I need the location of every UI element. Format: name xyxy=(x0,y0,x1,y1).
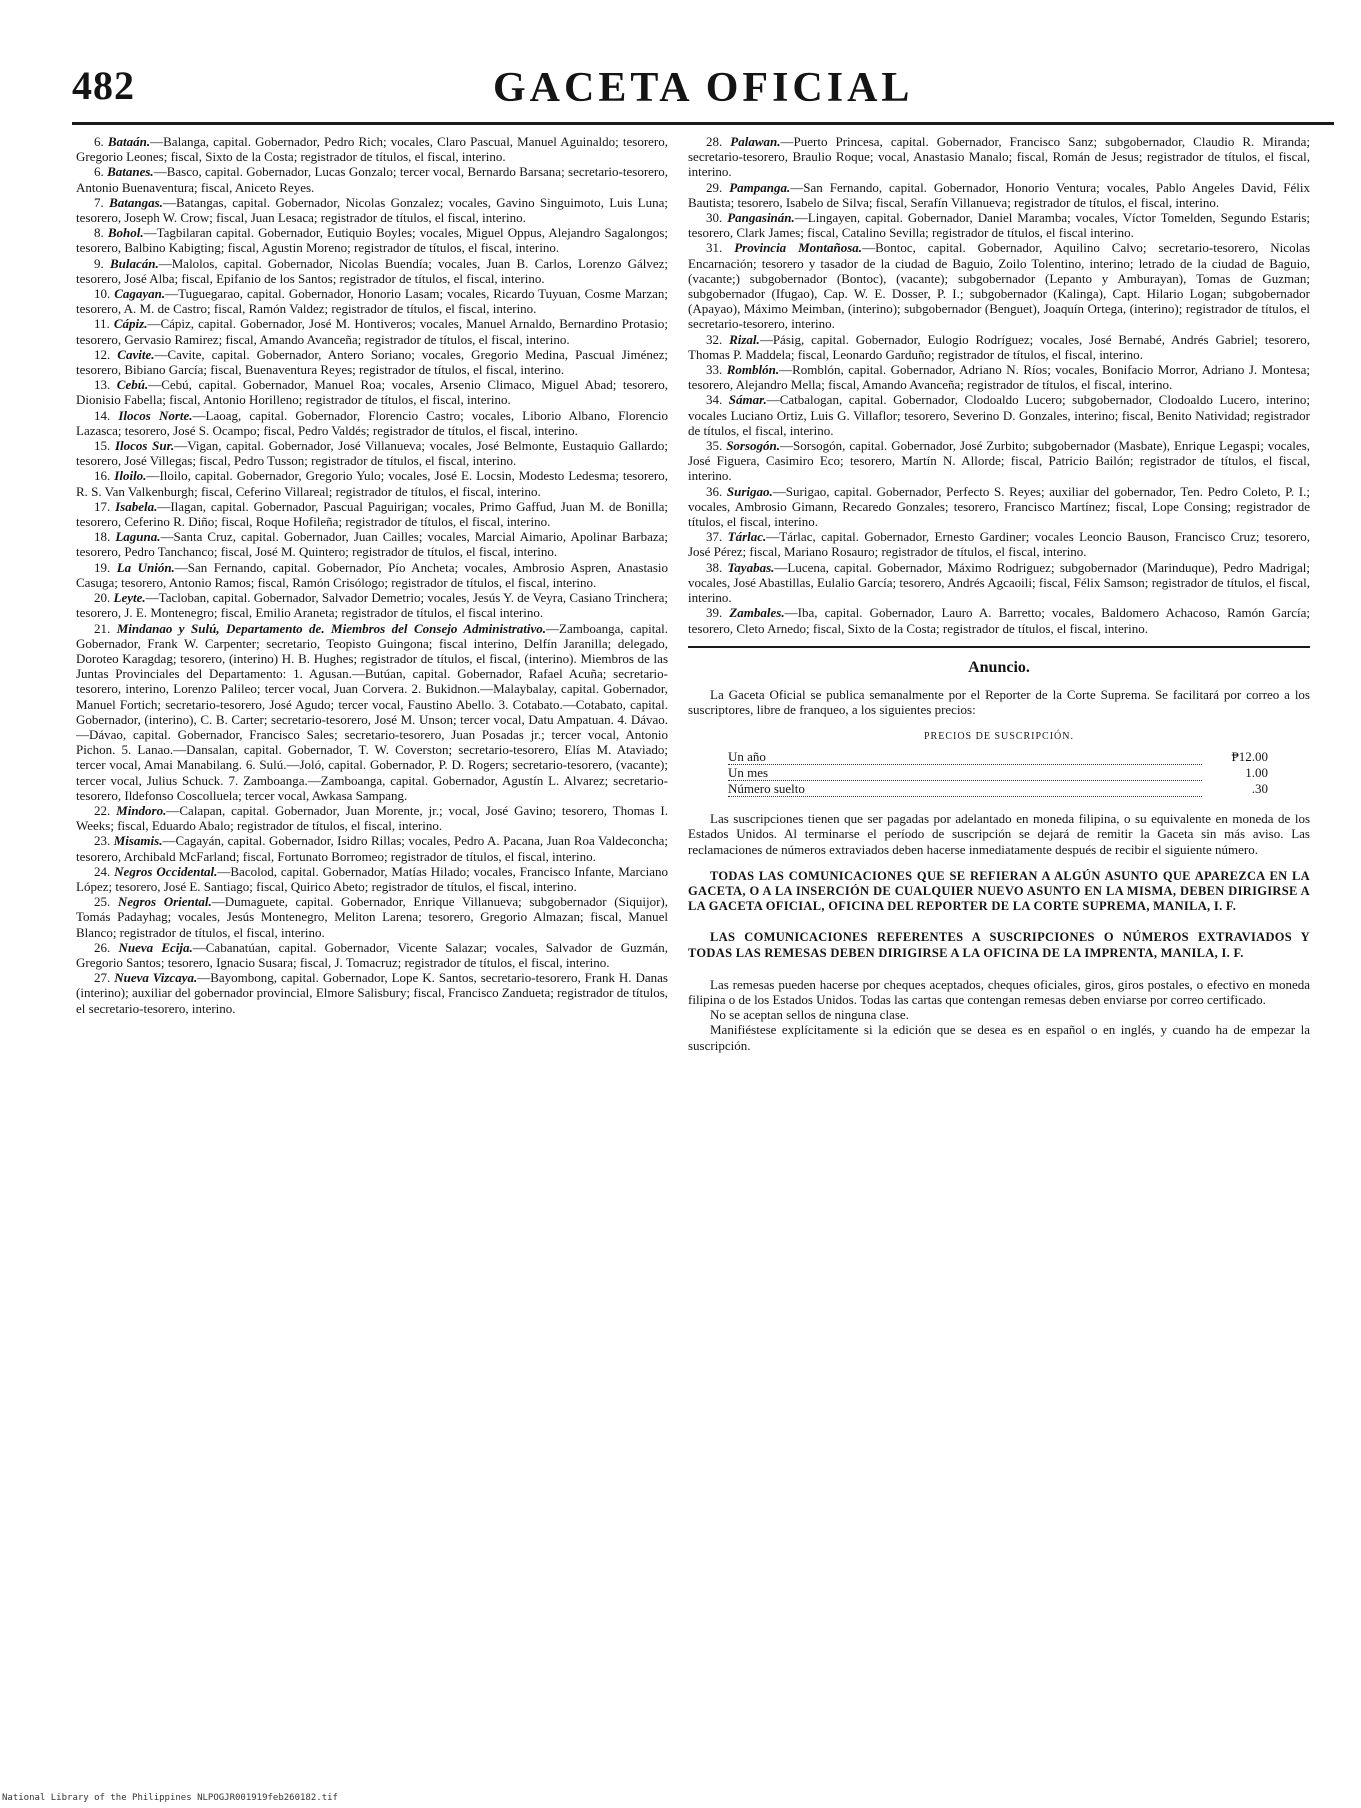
province-entry xyxy=(76,621,668,803)
price-value: .30 xyxy=(1251,780,1268,796)
entry-number: 6. xyxy=(94,134,104,149)
province-name: Ilocos Sur. xyxy=(114,438,175,454)
province-name: Provincia Montañosa. xyxy=(734,240,863,256)
price-label: Un mes xyxy=(728,765,1202,781)
price-value: ₱12.00 xyxy=(1231,748,1268,764)
entry-number: 33. xyxy=(706,362,723,378)
province-name: Sámar. xyxy=(728,392,767,408)
notice-communications: TODAS LAS COMUNICACIONES QUE SE REFIERAN A ALGÚN ASUNTO QUE APAREZCA EN LA GACETA, O A LA INSERCIÓN DE CUALQUIER NUEVO ASUNTO EN LA MISMA, DEBEN DIRIGIRSE A LA GACETA OFICIAL, OFICINA DEL REPORTER DE LA CORTE SUPREMA, MANILA, I. F. xyxy=(688,868,1310,914)
province-name: Isabela. xyxy=(115,498,158,514)
province-entry xyxy=(76,347,668,377)
price-row xyxy=(728,781,1268,797)
province-name: Cavite. xyxy=(117,346,155,362)
entry-number: 25. xyxy=(94,894,111,910)
right-column xyxy=(688,134,1310,1065)
province-entry xyxy=(76,560,668,590)
province-entry xyxy=(688,240,1310,331)
entry-number: 24. xyxy=(94,863,111,879)
province-entry xyxy=(76,225,668,255)
entry-text: —Calapan, capital. Gobernador, Juan Morente, jr.; vocal, José Gavino; tesorero, Thomas I. Weeks; fiscal, Eduardo Abalo; registrador de títulos, el fiscal, interino. xyxy=(76,802,669,834)
province-entry xyxy=(688,392,1310,438)
entry-number: 38. xyxy=(706,559,723,575)
province-name: Batanes. xyxy=(107,164,154,180)
entry-text: —Cavite, capital. Gobernador, Antero Soriano; vocales, Gregorio Medina, Pascual Jiménez; tesorero, Bibiano García; fiscal, Buenaventura Reyes; registrador de títulos, el fiscal, interino. xyxy=(76,346,669,378)
entry-text: —Tuguegarao, capital. Gobernador, Honorio Lasam; vocales, Ricardo Tuyuan, Cosme Marzan; tesorero, A. M. de Castro; fiscal, Ramón Valdez; registrador de títulos, el fiscal, interino. xyxy=(76,286,668,317)
entry-text: —Santa Cruz, capital. Gobernador, Juan Cailles; vocales, Marcial Aimario, Apolinar Barbaza; tesorero, Pedro Tanchanco; fiscal, José M. Quintero; registrador de títulos, el fiscal, interino. xyxy=(76,529,669,560)
province-name: Mindanao y Sulú, Departamento de. Miembros del Consejo Administrativo. xyxy=(116,620,547,636)
notice-payment: Las suscripciones tienen que ser pagadas por adelantado en moneda filipina, o su equivalente en moneda de los Estados Unidos. Al terminarse el período de suscripción se dejará de remitir la Gaceta sin más aviso. Las reclamaciones de números extraviados deben hacerse inmediatamente después de recibir el siguiente número. xyxy=(688,811,1310,857)
page-number: 482 xyxy=(72,63,135,108)
entry-text: —Puerto Princesa, capital. Gobernador, Francisco Sanz; subgobernador, Claudio R. Miranda; secretario-tesorero, Braulio Roque; vocal, Anastasio Manalo; fiscal, Román de Jesus; registrador de títulos, el fiscal, interino. xyxy=(688,134,1310,180)
province-entry xyxy=(76,864,668,894)
entry-text: —Surigao, capital. Gobernador, Perfecto S. Reyes; auxiliar del gobernador, Ten. Pedro Coleto, P. I.; vocales, Ambrosio Gimann, Recaredo Gonzales; tesorero, Francisco Martínez; fiscal, Lope Consing; registrador de títulos, el fiscal, interino. xyxy=(688,483,1310,530)
province-name: Rizal. xyxy=(729,331,760,347)
entry-number: 16. xyxy=(94,468,111,484)
province-name: Laguna. xyxy=(115,529,161,545)
entry-text: —Sorsogón, capital. Gobernador, José Zurbito; subgobernador (Masbate), Enrique Legaspi; vocales, José Figuera, Casimiro Eco; tesorero, Martín N. Allorde; fiscal, Patricio Bailón; registrador de títulos, el fiscal, interino. xyxy=(688,438,1310,484)
page-title: GACETA OFICIAL xyxy=(493,65,914,111)
entry-number: 9. xyxy=(94,255,104,271)
notice-divider xyxy=(688,646,1310,648)
left-column xyxy=(76,134,668,1016)
entry-number: 21. xyxy=(94,620,111,636)
entry-text: —Cápiz, capital. Gobernador, José M. Hontiveros; vocales, Manuel Arnaldo, Bernardino Protasio; tesorero, Gervasio Ramirez; fiscal, Amando Avanceña; registrador de títulos, el fiscal, interino. xyxy=(76,316,668,347)
entry-number: 29. xyxy=(706,179,723,195)
province-entry xyxy=(76,529,668,559)
entry-text: —Tagbilaran capital. Gobernador, Eutiquio Boyles; vocales, Miguel Oppus, Alejandro Sagalongos; tesorero, Balbino Kabigting; fiscal, Agustin Moreno; registrador de títulos, el fiscal, interino. xyxy=(76,225,669,256)
entry-text: —Bayombong, capital. Gobernador, Lope K. Santos, secretario-tesorero, Frank H. Danas (interino); auxiliar del gobernador provincial, Elmore Salisbury; fiscal, Francisco Zandueta; registrador de títulos, el secretario-tesorero, interino. xyxy=(76,970,668,1016)
province-name: Batangas. xyxy=(109,194,163,210)
notice-remittance: Las remesas pueden hacerse por cheques aceptados, cheques oficiales, giros, giros postales, o efectivo en moneda filipina o de los Estados Unidos. Todas las cartas que contengan remesas deben enviarse por correo certificado. xyxy=(688,976,1310,1007)
price-row xyxy=(728,765,1268,781)
province-entry xyxy=(76,803,668,833)
province-entry xyxy=(76,377,668,407)
province-entry xyxy=(76,134,668,164)
entry-number: 13. xyxy=(94,377,111,393)
entry-text: —San Fernando, capital. Gobernador, Honorio Ventura; vocales, Pablo Angeles David, Félix Bautista; tesorero, Isabelo de Silva; fiscal, Serafín Villanueva; registrador de títulos, el fiscal, interino. xyxy=(688,179,1311,210)
entry-text: —Cagayán, capital. Gobernador, Isidro Rillas; vocales, Pedro A. Pacana, Juan Roa Valdeconcha; tesorero, Archibald McFarland; fiscal, Fortunato Borromeo; registrador de títulos, el fiscal, interino. xyxy=(76,833,668,864)
entry-number: 35. xyxy=(706,438,723,454)
province-entry xyxy=(688,134,1310,180)
entry-text: —Balanga, capital. Gobernador, Pedro Rich; vocales, Claro Pascual, Manuel Aguinaldo; tesorero, Gregorio Leones; fiscal, Sixto de la Costa; registrador de títulos, el fiscal, interino. xyxy=(76,134,669,165)
province-name: Tárlac. xyxy=(727,529,767,545)
entry-number: 34. xyxy=(706,392,723,408)
entry-number: 31. xyxy=(706,240,723,256)
entry-number: 19. xyxy=(94,559,111,575)
entry-number: 12. xyxy=(94,346,111,362)
province-name: Misamis. xyxy=(113,833,163,849)
province-entry xyxy=(76,590,668,620)
entry-number: 18. xyxy=(94,529,111,545)
entry-number: 23. xyxy=(94,833,111,849)
entry-number: 27. xyxy=(94,970,111,986)
header-rule xyxy=(72,122,1334,125)
prices-heading: PRECIOS DE SUSCRIPCIÓN. xyxy=(924,731,1074,743)
province-entry xyxy=(688,438,1310,484)
province-entry xyxy=(76,970,668,1016)
entry-number: 37. xyxy=(706,529,723,545)
notice-language: Manifiéstese explícitamente si la edición que se desea es en español o en inglés, y cuando ha de empezar la suscripción. xyxy=(688,1022,1310,1053)
entry-number: 6. xyxy=(94,164,104,180)
entry-number: 10. xyxy=(94,286,111,302)
province-name: Sorsogón. xyxy=(726,438,781,454)
province-entry xyxy=(76,408,668,438)
entry-number: 26. xyxy=(94,939,111,955)
entry-text: —Zamboanga, capital. Gobernador, Frank W. Carpenter; secretario, Teopisto Guingona; fiscal interino, Delfín Jaranilla; delegado, Doroteo Karagdag; tesorero, (interino) H. B. Hughes; registrador de títulos, el fiscal, (interino). Miembros de las Juntas Provinciales del Departamento: 1. Agusan.—Butúan, capital. Gobernador, Rafael Acuña; secretario-tesorero, interino, Lorenzo Palileo; tercer vocal, Juan Corvera. 2. Bukidnon.—Malaybalay, capital. Gobernador, Manuel Fortich; secretario-tesorero, José Agudo; tercer vocal, Faustino Abello. 3. Cotabato.—Cotabato, capital. Gobernador, (interino), C. B. Carter; secretario-tesorero, José M. Unson; tercer vocal, Datu Ampatuan. 4. Dávao.—Dávao, capital. Gobernador, Francisco Sales; secretario-tesorero, Juan Posadas jr.; tercer vocal, Antonio Pichon. 5. Lanao.—Dansalan, capital. Gobernador, T. W. Coverston; secretario-tesorero, Elías M. Ataviado; tercer vocal, Amai Manabilang. 6. Sulú.—Joló, capital. Gobernador, P. D. Rogers; secretario-tesorero, (vacante); tercer vocal, Julius Schuck. 7. Zamboanga.—Zamboanga, capital. Gobernador, Agustín L. Alvarez; secretario-tesorero, Ildefonso Coscolluela; tercer vocal, Awkasa Sampang. xyxy=(76,620,668,803)
province-name: Surigao. xyxy=(726,483,773,499)
entry-text: —Pásig, capital. Gobernador, Eulogio Rodríguez; vocales, José Bernabé, Andrés Gabriel; tesorero, Thomas P. Maddela; fiscal, Leonardo Garduño; registrador de títulos, el fiscal, interino. xyxy=(688,331,1311,362)
province-entry xyxy=(688,484,1310,530)
entry-text: —Lingayen, capital. Gobernador, Daniel Maramba; vocales, Víctor Tomelden, Segundo Estaris; tesorero, Clark James; fiscal, Catalino Sevilla; registrador de títulos, el fiscal interino. xyxy=(688,210,1311,241)
entry-text: —Ilagan, capital. Gobernador, Pascual Paguirigan; vocales, Primo Gaffud, Juan M. de Bonilla; tesorero, Ceferino R. Diño; fiscal, Roque Hofileña; registrador de títulos, el fiscal, interino. xyxy=(76,498,669,530)
province-entry xyxy=(76,195,668,225)
price-label: Un año xyxy=(728,749,1202,765)
entry-text: —Romblón, capital. Gobernador, Adriano N. Ríos; vocales, Bonifacio Morror, Adriano J. Montesa; tesorero, Alejandro Mella; fiscal, Amando Avanceña; registrador de títulos, el fiscal, interino. xyxy=(688,362,1310,393)
entry-number: 32. xyxy=(706,331,723,347)
province-name: La Unión. xyxy=(116,559,175,575)
province-name: Tayabas. xyxy=(727,559,775,575)
province-name: Cagayan. xyxy=(114,286,166,302)
province-entry xyxy=(688,180,1310,210)
entry-number: 39. xyxy=(706,605,723,621)
entry-number: 36. xyxy=(706,483,723,499)
province-entry xyxy=(76,833,668,863)
entry-text: —Bontoc, capital. Gobernador, Aquilino Calvo; secretario-tesorero, Nicolas Encarnación; tesorero y tasador de la ciudad de Baguio, Zoilo Tolentino, interino; letrado de la ciudad de Baguio, (vacante;) subgobernador (Bontoc), (vacante); subgobernador (Lepanto y Amburayan), Tomas de Guzman; subgobernador (Ifugao), Cap. W. E. Dosser, P. I.; subgobernador (Kalinga), Capt. Hilario Logan; subgobernador (Apayao), Máximo Meimban, (interino); subgobernador (Benguet), Joaquín Ortega, (interino); registrador de títulos, el secretario-tesorero, interino. xyxy=(688,240,1311,332)
entry-text: —Basco, capital. Gobernador, Lucas Gonzalo; tercer vocal, Bernardo Barsana; secretario-tesorero, Antonio Buenaventura; fiscal, Aniceto Reyes. xyxy=(76,164,668,195)
entry-number: 11. xyxy=(94,316,110,332)
province-entry xyxy=(688,605,1310,635)
province-name: Pangasinán. xyxy=(727,210,795,226)
province-name: Leyte. xyxy=(113,590,146,606)
province-entry xyxy=(688,560,1310,606)
notice-remittances-address: LAS COMUNICACIONES REFERENTES A SUSCRIPCIONES O NÚMEROS EXTRAVIADOS Y TODAS LAS REMESAS DEBEN DIRIGIRSE A LA OFICINA DE LA IMPRENTA, MANILA, I. F. xyxy=(688,930,1310,960)
province-entry xyxy=(76,164,668,194)
price-value: 1.00 xyxy=(1245,764,1268,780)
province-name: Nueva Ecija. xyxy=(118,939,193,955)
price-row xyxy=(728,749,1268,765)
province-name: Iloilo. xyxy=(114,468,147,484)
entry-text: —San Fernando, capital. Gobernador, Pío Ancheta; vocales, Ambrosio Aspren, Anastasio Casuga; tesorero, Antonio Ramos; fiscal, Ramón Crisólogo; registrador de títulos, el fiscal, interino. xyxy=(76,559,668,590)
entry-text: —Dumaguete, capital. Gobernador, Enrique Villanueva; subgobernador (Siquijor), Tomás Padayhag; vocales, Jesús Montenegro, Meliton Larena; tesorero, Gregorio Almazan; fiscal, Manuel Blanco; registrador de títulos, el fiscal, interino. xyxy=(76,894,669,940)
entry-text: —Cabanatúan, capital. Gobernador, Vicente Salazar; vocales, Salvador de Guzmán, Gregorio Santos; tesorero, Ignacio Susara; fiscal, J. Tomacruz; registrador de títulos, el fiscal, interino. xyxy=(76,939,668,970)
province-name: Romblón. xyxy=(726,362,780,378)
province-name: Pampanga. xyxy=(729,179,791,195)
province-entry xyxy=(688,362,1310,392)
right-column-entries xyxy=(688,134,1310,636)
province-entry xyxy=(76,499,668,529)
province-name: Bohol. xyxy=(107,225,144,241)
province-entry xyxy=(76,438,668,468)
province-entry xyxy=(688,332,1310,362)
entry-text: —Tárlac, capital. Gobernador, Ernesto Gardiner; vocales Leoncio Bauson, Francisco Cruz; tesorero, José Pérez; fiscal, Mariano Rosauro; registrador de títulos, el fiscal, interino. xyxy=(688,529,1310,560)
entry-number: 17. xyxy=(94,498,111,514)
province-entry xyxy=(76,256,668,286)
entry-text: —Tacloban, capital. Gobernador, Salvador Demetrio; vocales, Jesús Y. de Veyra, Casiano Trinchera; tesorero, J. E. Montenegro; fiscal, Emilio Araneta; registrador de títulos, el fiscal interino. xyxy=(76,590,669,621)
entry-number: 14. xyxy=(94,407,111,423)
entry-text: —Malolos, capital. Gobernador, Nicolas Buendía; vocales, Juan B. Carlos, Lorenzo Gálvez; tesorero, José Alba; fiscal, Epifanio de los Santos; registrador de títulos, el fiscal, interino. xyxy=(76,255,669,286)
province-name: Ilocos Norte. xyxy=(118,407,193,423)
province-entry xyxy=(76,468,668,498)
province-name: Bulacán. xyxy=(109,255,159,271)
entry-text: —Cebú, capital. Gobernador, Manuel Roa; vocales, Arsenio Climaco, Miguel Abad; tesorero, Dionisio Fabella; fiscal, Antonio Horilleno; registrador de títulos, el fiscal, interino. xyxy=(76,377,669,408)
entry-text: —Iba, capital. Gobernador, Lauro A. Barretto; vocales, Baldomero Achacoso, Ramón García; tesorero, Cleto Arnedo; fiscal, Sixto de la Costa; registrador de títulos, el fiscal, interino. xyxy=(688,605,1310,636)
province-name: Palawan. xyxy=(730,134,781,149)
entry-number: 15. xyxy=(94,438,111,454)
notice-title: Anuncio. xyxy=(968,658,1030,676)
price-label: Número suelto xyxy=(728,781,1202,797)
entry-number: 8. xyxy=(94,225,104,241)
province-entry xyxy=(76,940,668,970)
province-name: Negros Occidental. xyxy=(114,863,218,879)
entry-text: —Vigan, capital. Gobernador, José Villanueva; vocales, José Belmonte, Eustaquio Gallardo; tesorero, José Villegas; fiscal, Pedro Tusson; registrador de títulos, el fiscal, interino. xyxy=(76,438,668,469)
notice-intro: La Gaceta Oficial se publica semanalmente por el Reporter de la Corte Suprema. Se facilitará por correo a los suscriptores, libre de franqueo, a los siguientes precios: xyxy=(688,686,1310,718)
province-entry xyxy=(76,286,668,316)
province-name: Zambales. xyxy=(729,605,785,621)
notice-stamps: No se aceptan sellos de ninguna clase. xyxy=(710,1007,909,1023)
province-name: Nueva Vizcaya. xyxy=(114,970,198,986)
entry-text: —Batangas, capital. Gobernador, Nicolas Gonzalez; vocales, Gavino Singuimoto, Luis Luna; tesorero, Joseph W. Crow; fiscal, Juan Lesaca; registrador de títulos, el fiscal, interino. xyxy=(76,194,668,226)
entry-number: 28. xyxy=(706,134,723,149)
province-name: Bataán. xyxy=(107,134,151,149)
province-entry xyxy=(76,894,668,940)
province-entry xyxy=(76,316,668,346)
province-name: Cápiz. xyxy=(113,316,148,332)
entry-text: —Bacolod, capital. Gobernador, Matías Hilado; vocales, Francisco Infante, Marciano López; tesorero, José E. Santiago; fiscal, Quirico Abeto; registrador de títulos, el fiscal, interino. xyxy=(76,863,669,894)
entry-number: 30. xyxy=(706,210,723,226)
province-name: Cebú. xyxy=(116,377,149,393)
scan-footer: National Library of the Philippines NLPOGJR001919feb260182.tif xyxy=(2,1793,338,1803)
price-list xyxy=(688,749,1310,798)
province-entry xyxy=(688,210,1310,240)
entry-text: —Catbalogan, capital. Gobernador, Clodoaldo Lucero; subgobernador, Clodoaldo Lucero, interino; vocales Luciano Ortiz, Luis G. Villaflor; tesorero, Severino D. Gonzales, interino; fiscal, Benito Natividad; registrador de títulos, el fiscal, interino. xyxy=(688,392,1311,438)
entry-text: —Laoag, capital. Gobernador, Florencio Castro; vocales, Liborio Albano, Florencio Lazasca; tesorero, José S. Ocampo; fiscal, Pedro Valdés; registrador de títulos, el fiscal, interino. xyxy=(76,407,669,438)
province-name: Negros Oriental. xyxy=(117,894,212,910)
entry-text: —Iloilo, capital. Gobernador, Gregorio Yulo; vocales, José E. Locsin, Modesto Ledesma; tesorero, R. S. Van Valkenburgh; fiscal, Ceferino Villareal; registrador de títulos, el fiscal, interino. xyxy=(76,468,669,499)
entry-number: 20. xyxy=(94,590,111,606)
entry-number: 7. xyxy=(94,194,104,210)
entry-text: —Lucena, capital. Gobernador, Máximo Rodriguez; subgobernador (Marinduque), Pedro Madrigal; vocales, José Abastillas, Eulalio García; tesorero, Andrés Agcaoili; fiscal, Félix Samson; registrador de títulos, el fiscal, interino. xyxy=(688,559,1311,606)
province-entry xyxy=(688,529,1310,559)
province-name: Mindoro. xyxy=(116,802,167,818)
entry-number: 22. xyxy=(94,802,111,818)
